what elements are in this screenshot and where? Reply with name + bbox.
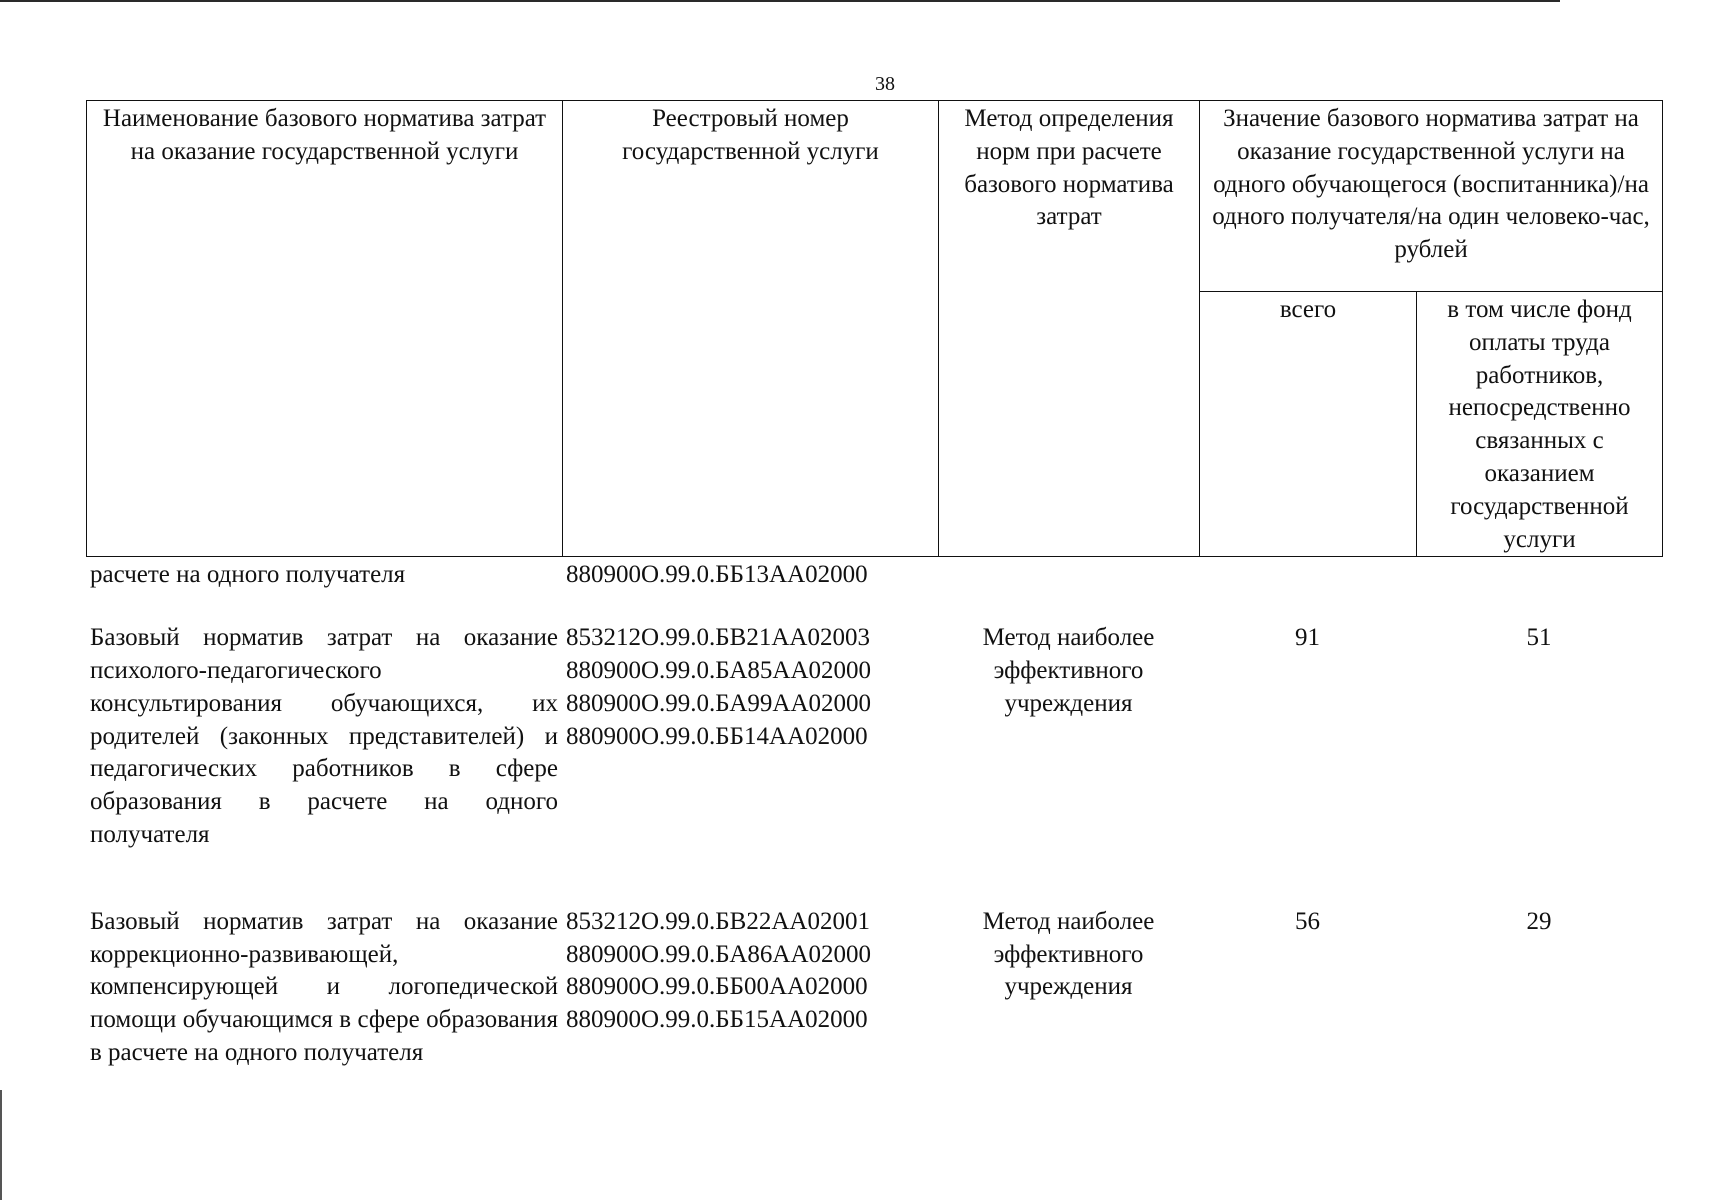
table-body	[86, 559, 1662, 1069]
registry-code: 880900О.99.0.ББ15АА02000	[566, 1006, 868, 1034]
table-header	[86, 100, 1663, 557]
row-codes	[562, 559, 938, 592]
registry-code: 853212О.99.0.БВ22АА02001	[566, 907, 870, 935]
registry-code: 853212О.99.0.БВ21АА02003	[566, 624, 870, 652]
page-number: 38	[875, 73, 895, 95]
row-total: 91	[1295, 624, 1320, 652]
registry-code: 880900О.99.0.БА86АА02000	[566, 940, 871, 968]
row-payroll-fund: 29	[1526, 907, 1552, 935]
row-method: Метод наиболее эффективного учреждения	[982, 624, 1155, 717]
row-method	[938, 559, 1199, 592]
header-name: Наименование базового норматива затрат на оказание государственной услуги	[87, 101, 563, 557]
header-method: Метод определения норм при расчете базового норматива затрат	[939, 101, 1200, 557]
registry-code: 880900О.99.0.ББ00АА02000	[566, 973, 868, 1001]
row-codes	[562, 906, 938, 1070]
scan-edge-left	[0, 1090, 2, 1200]
row-name: Базовый норматив затрат на оказание психолого-педагогического консультирования обучающихся, их родителей (законных представителей) и педагогических работников в сфере образования в расчете на одного получателя	[90, 624, 558, 848]
row-codes	[562, 622, 938, 852]
row-total	[1199, 559, 1416, 592]
row-total: 56	[1295, 907, 1320, 935]
registry-code: 880900О.99.0.ББ14АА02000	[566, 722, 868, 750]
row-payroll-fund: 51	[1526, 624, 1552, 652]
header-value: Значение базового норматива затрат на оказание государственной услуги на одного обучающегося (воспитанника)/на одного получателя/на один человеко-час, рублей	[1200, 101, 1663, 292]
header-total: всего	[1200, 292, 1417, 557]
row-method: Метод наиболее эффективного учреждения	[982, 907, 1155, 1001]
scan-edge-top	[0, 0, 1560, 2]
header-payroll-fund: в том числе фонд оплаты труда работников, непосредственно связанных с оказанием государственной услуги	[1417, 292, 1663, 557]
registry-code: 880900О.99.0.БА99АА02000	[566, 689, 871, 717]
row-name: Базовый норматив затрат на оказание коррекционно-развивающей, компенсирующей и логопедической помощи обучающимся в сфере образования в расчете на одного получателя	[90, 907, 558, 1066]
registry-code: 880900О.99.0.ББ13АА02000	[566, 561, 868, 589]
table-row	[86, 622, 1662, 852]
row-payroll-fund	[1416, 559, 1662, 592]
table-row	[86, 559, 1662, 592]
table-row	[86, 906, 1662, 1070]
header-registry-number: Реестровый номер государственной услуги	[563, 101, 939, 557]
normative-table	[86, 100, 1662, 1070]
row-name: расчете на одного получателя	[90, 561, 406, 589]
registry-code: 880900О.99.0.БА85АА02000	[566, 656, 871, 684]
